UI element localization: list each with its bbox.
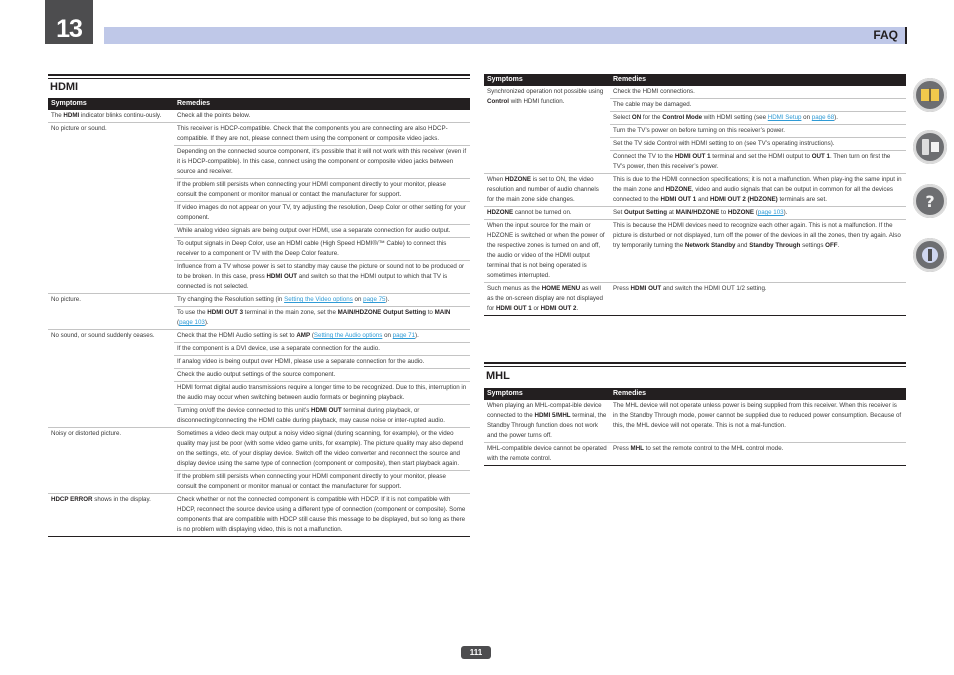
- remedy-cell: Depending on the connected source component, it’s possible that it will not work with this receiver (even if it is HDCP-compatible). In this case, connect using the component or composite video jacks between source and receiver.: [174, 146, 470, 179]
- symptom-cell: MHL-compatible device cannot be operated with the remote control.: [484, 443, 610, 466]
- remedy-cell: Try changing the Resolution setting (in Setting the Video options on page 75).: [174, 294, 470, 307]
- remedy-cell: The MHL device will not operate unless power is being supplied from this receiver. When this receiver is in the Standby Through mode, power cannot be supplied due to reduced power consumption. Because of this, the MHL device will not operate. This is not a mal-function.: [610, 400, 906, 443]
- chapter-number: 13: [45, 0, 93, 44]
- symptom-cell: No picture or sound.: [48, 123, 174, 294]
- page-link[interactable]: page 103: [179, 319, 205, 326]
- table-row: [484, 220, 906, 283]
- page-link[interactable]: Setting the Video options: [284, 296, 353, 303]
- remedy-cell: Influence from a TV whose power is set to standby may cause the picture or sound not to be produced or to be broken. In this case, press HDMI OUT and switch so that the HDMI output to which that TV is connected is not selected.: [174, 261, 470, 294]
- remedy-cell: Connect the TV to the HDMI OUT 1 terminal and set the HDMI output to OUT 1. Then turn on first the TV’s power, then this receiver’s power.: [610, 151, 906, 174]
- remedy-cell: This is because the HDMI devices need to recognize each other again. This is not a malfunction. If the picture is disturbed or not displayed, turn off the power of the devices in all the zones, then try again. Also try temporarily turning the Network Standby and Standby Through settings OFF.: [610, 220, 906, 283]
- remedy-cell: If the problem still persists when connecting your HDMI component directly to your monitor, please consult the component or monitor manual or contact the manufacturer for support.: [174, 471, 470, 494]
- index-icon[interactable]: [913, 238, 947, 272]
- page-link[interactable]: page 75: [363, 296, 386, 303]
- hdmi-faq-table: [48, 98, 470, 537]
- remedy-cell: The cable may be damaged.: [610, 99, 906, 112]
- symptom-cell: When the input source for the main or HDZONE is switched or when the power of the respective zones is turned on and off, the audio or video of the HDMI output terminal that is not being operated is sometimes interrupted.: [484, 220, 610, 283]
- remedy-cell: Check that the HDMI Audio setting is set to AMP (Setting the Audio options on page 71).: [174, 330, 470, 343]
- symptom-cell: When HDZONE is set to ON, the video resolution and number of audio channels for the main zone side changes.: [484, 174, 610, 207]
- section-title: FAQ: [873, 28, 898, 42]
- remedy-cell: Select ON for the Control Mode with HDMI setting (see HDMI Setup on page 68).: [610, 112, 906, 125]
- symptom-cell: HDCP ERROR shows in the display.: [48, 494, 174, 537]
- table-row: [48, 428, 470, 471]
- remedy-cell: If the problem still persists when connecting your HDMI component directly to your monitor, please consult the component or monitor manual or contact the manufacturer for support.: [174, 179, 470, 202]
- table-row: [484, 207, 906, 220]
- symptoms-header: Symptoms: [484, 74, 610, 86]
- remedies-header: Remedies: [174, 98, 470, 110]
- symptom-cell: The HDMI indicator blinks continu-ously.: [48, 110, 174, 123]
- remedy-cell: Set the TV side Control with HDMI setting to on (see TV’s operating instructions).: [610, 138, 906, 151]
- book-icon[interactable]: [913, 78, 947, 112]
- help-tools-icon[interactable]: [913, 184, 947, 218]
- page-link[interactable]: page 68: [811, 114, 835, 121]
- remedy-cell: To output signals in Deep Color, use an HDMI cable (High Speed HDMI®/™ Cable) to connect this receiver to a component or TV with the Deep Color feature.: [174, 238, 470, 261]
- symptom-cell: No picture.: [48, 294, 174, 330]
- remedy-cell: This is due to the HDMI connection specifications; it is not a malfunction. When play-ing the same input in the main zone and HDZONE, video and audio signals that can be output in common for all the devices connected to the HDMI OUT 1 and HDMI OUT 2 (HDZONE) terminals are set.: [610, 174, 906, 207]
- symptom-cell: When playing an MHL-compat-ible device connected to the HDMI 5/MHL terminal, the Standby Through function does not work and the power turns off.: [484, 400, 610, 443]
- symptom-cell: HDZONE cannot be turned on.: [484, 207, 610, 220]
- symptoms-header: Symptoms: [48, 98, 174, 110]
- table-row: [48, 494, 470, 537]
- remote-devices-icon[interactable]: [913, 130, 947, 164]
- remedy-cell: To use the HDMI OUT 3 terminal in the main zone, set the MAIN/HDZONE Output Setting to MAIN (page 103).: [174, 307, 470, 330]
- remedy-cell: This receiver is HDCP-compatible. Check that the components you are connecting are also HDCP-compatible. If they are not, please connect them using the component or composite video jacks.: [174, 123, 470, 146]
- remedy-cell: Check whether or not the connected component is compatible with HDCP. If it is not compatible with HDCP, reconnect the source device using a different type of connection (component or composite). Some components that are compatible with HDCP still cause this message to be displayed, but so long as there is no problem with displaying video, this is not a malfunction.: [174, 494, 470, 537]
- page-link[interactable]: page 71: [392, 332, 416, 339]
- symptoms-header: Symptoms: [484, 388, 610, 400]
- mhl-sub-rule: [484, 366, 906, 367]
- page-link[interactable]: Setting the Audio options: [313, 332, 383, 339]
- hdmi-section-title: HDMI: [50, 81, 79, 93]
- page-link[interactable]: HDMI Setup: [767, 114, 802, 121]
- table-row: [48, 294, 470, 307]
- table-row: [484, 443, 906, 466]
- remedy-cell: Turning on/off the device connected to this unit’s HDMI OUT terminal during playback, or disconnecting/connecting the HDMI cable during playback, may cause noise or inter-rupted audio.: [174, 405, 470, 428]
- symptom-cell: Such menus as the HOME MENU as well as the on-screen display are not displayed for HDMI OUT 1 or HDMI OUT 2.: [484, 283, 610, 316]
- table-row: [484, 86, 906, 99]
- symptom-cell: Noisy or distorted picture.: [48, 428, 174, 494]
- table-row: [484, 283, 906, 316]
- remedies-header: Remedies: [610, 74, 906, 86]
- remedy-cell: While analog video signals are being output over HDMI, use a separate connection for audio output.: [174, 225, 470, 238]
- svg-text:?: ?: [925, 192, 935, 211]
- table-row: [484, 174, 906, 207]
- page-number: 111: [461, 646, 491, 659]
- remedy-cell: Turn the TV’s power on before turning on this receiver’s power.: [610, 125, 906, 138]
- symptom-cell: No sound, or sound suddenly ceases.: [48, 330, 174, 428]
- hdmi-faq-table-continued: [484, 74, 906, 316]
- remedy-cell: If the component is a DVI device, use a separate connection for the audio.: [174, 343, 470, 356]
- remedy-cell: If video images do not appear on your TV, try adjusting the resolution, Deep Color or other setting for your component.: [174, 202, 470, 225]
- mhl-section-title: MHL: [486, 370, 510, 382]
- table-row: [484, 400, 906, 443]
- mhl-faq-table: [484, 388, 906, 466]
- page-link[interactable]: page 103: [757, 209, 784, 216]
- hdmi-top-rule: [48, 74, 470, 76]
- section-band-end: [905, 27, 907, 44]
- remedy-cell: Set Output Setting at MAIN/HDZONE to HDZONE (page 103).: [610, 207, 906, 220]
- table-row: [48, 123, 470, 146]
- remedy-cell: If analog video is being output over HDMI, please use a separate connection for the audio.: [174, 356, 470, 369]
- remedy-cell: Sometimes a video deck may output a noisy video signal (during scanning, for example), or the video quality may just be poor (with some video game units, for example). The picture quality may also depend on the settings, etc. of your display device. Switch off the video converter and reconnect the source and display device using the same type of connection (component or composite), then start playback again.: [174, 428, 470, 471]
- section-band: [104, 27, 906, 44]
- mhl-top-rule: [484, 362, 906, 364]
- hdmi-sub-rule: [48, 78, 470, 79]
- remedy-cell: Check the audio output settings of the source component.: [174, 369, 470, 382]
- remedy-cell: Press HDMI OUT and switch the HDMI OUT 1/2 setting.: [610, 283, 906, 316]
- remedy-cell: Check the HDMI connections.: [610, 86, 906, 99]
- remedy-cell: HDMI format digital audio transmissions require a longer time to be recognized. Due to this, interruption in the audio may occur when switching between audio formats or beginning playback.: [174, 382, 470, 405]
- table-row: [48, 110, 470, 123]
- table-row: [48, 330, 470, 343]
- remedy-cell: Press MHL to set the remote control to the MHL control mode.: [610, 443, 906, 466]
- symptom-cell: Synchronized operation not possible using Control with HDMI function.: [484, 86, 610, 174]
- remedy-cell: Check all the points below.: [174, 110, 470, 123]
- remedies-header: Remedies: [610, 388, 906, 400]
